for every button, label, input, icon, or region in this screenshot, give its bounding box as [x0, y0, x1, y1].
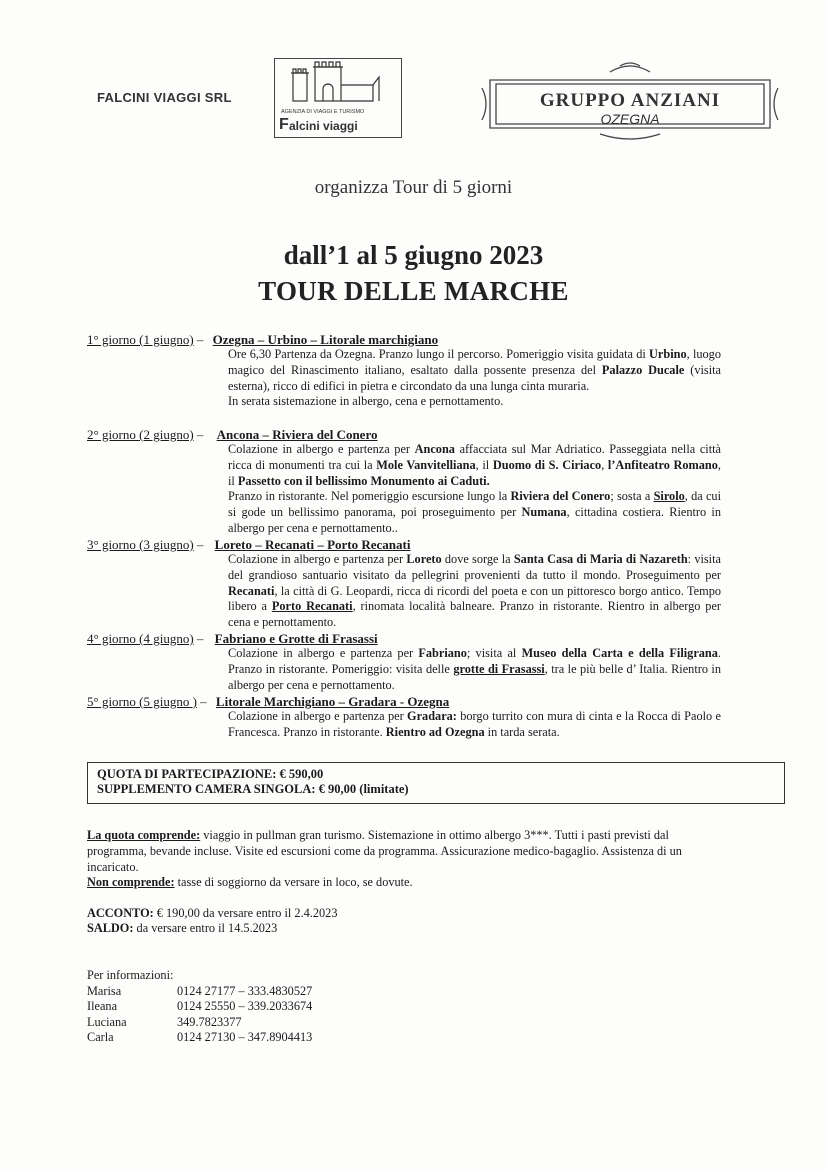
deposit-text: € 190,00 da versare entro il 2.4.2023 [153, 906, 338, 920]
day-heading [87, 537, 410, 553]
contacts-heading: Per informazioni: [87, 968, 174, 982]
excludes-text: tasse di soggiorno da versare in loco, se dovute. [174, 875, 413, 890]
text-run: Pranzo in ristorante. Nel pomeriggio escursione lungo la [228, 489, 511, 504]
text-run: : visita del grandioso santuario visitato da pellegrini provenienti da tutto il mondo. Proseguimento per [228, 552, 721, 582]
text-run: Sirolo [653, 489, 685, 504]
text-run: Palazzo Ducale [601, 362, 685, 377]
day-title: Ancona – Riviera del Conero [216, 427, 378, 442]
text-run: Ancona [414, 442, 455, 456]
text-run: ; sosta a [610, 489, 654, 504]
text-run: Colazione in albergo e partenza per [228, 709, 408, 723]
day-title: Ozegna – Urbino – Litorale marchigiano [212, 332, 439, 347]
day-heading [87, 694, 449, 710]
day-heading [87, 631, 378, 647]
text-run: dove sorge la [441, 552, 514, 566]
agency-logo-letter: F [279, 116, 289, 133]
agency-logo-name: alcini viaggi [289, 119, 358, 133]
agency-logo-subtitle: AGENZIA DI VIAGGI E TURISMO [281, 109, 365, 115]
text-run: Santa Casa di Maria di Nazareth [513, 552, 688, 566]
text-run: Porto Recanati [271, 599, 353, 614]
day-separator: – [196, 694, 207, 709]
text-run: Recanati [228, 583, 275, 598]
contact-name: Carla [87, 1030, 114, 1044]
payment-balance [87, 921, 277, 937]
text-run: Mole Vanvitelliana [376, 457, 476, 472]
day-separator: – [193, 427, 204, 442]
agency-logo [274, 58, 402, 138]
text-run: In serata sistemazione in albergo, cena e pernottamento. [228, 394, 504, 409]
text-run: Fabriano [418, 646, 467, 660]
day-heading [87, 427, 377, 443]
text-run: , rinomata località balneare. Pranzo in ristorante. Rientro in albergo per cena e pernottamento. [228, 599, 721, 630]
page-title: TOUR DELLE MARCHE [258, 276, 569, 306]
day-title: Litorale Marchigiano – Gradara - Ozegna [215, 694, 450, 709]
day-label: 4° giorno (4 giugno) [87, 631, 194, 646]
text-run: Loreto [406, 552, 442, 566]
day-label: 2° giorno (2 giugno) [87, 427, 194, 442]
text-run: Colazione in albergo e partenza per [228, 646, 419, 660]
text-run: Colazione in albergo e partenza per [228, 442, 415, 456]
day-description [228, 646, 721, 693]
price-supplement: SUPPLEMENTO CAMERA SINGOLA: € 90,00 (limitate) [97, 782, 409, 796]
text-run: (visita esterna), ricco di edifici in pietra e circondato da una lunga cinta muraria. [228, 362, 722, 393]
contact-name: Ileana [87, 999, 118, 1013]
contact-phone: 349.7823377 [177, 1015, 242, 1029]
day-heading [87, 332, 438, 348]
text-run: , la città di G. Leopardi, ricca di ricordi del poeta e con un pittoresco borgo antico. Tempo libero a [228, 583, 721, 614]
text-run: , tra le più belle d’ Italia. Rientro in albergo per cena e pernottamento. [228, 661, 721, 692]
day-separator: – [193, 537, 204, 552]
text-run: , da cui si gode un bellissimo panorama, poi proseguimento per [228, 489, 721, 520]
text-run: , [601, 457, 608, 472]
contact-name: Marisa [87, 984, 122, 998]
text-run: Colazione in albergo e partenza per [228, 552, 407, 566]
group-logo [480, 58, 780, 148]
contact-name: Luciana [87, 1015, 127, 1029]
balance-text: da versare entro il 14.5.2023 [133, 921, 278, 935]
text-run: grotte di Frasassi [453, 661, 545, 676]
day-description [228, 709, 721, 741]
balance-label: SALDO: [87, 921, 134, 935]
day-separator: – [193, 631, 204, 646]
text-run: Urbino [649, 347, 687, 361]
day-description [228, 442, 721, 537]
deposit-label: ACCONTO: [87, 906, 154, 920]
day-description [228, 347, 721, 410]
text-run: , il [228, 457, 721, 488]
day-description [228, 552, 721, 631]
contact-phone: 0124 27177 – 333.4830527 [177, 984, 313, 998]
price-quota: QUOTA DI PARTECIPAZIONE: € 590,00 [97, 767, 324, 781]
contact-phone: 0124 27130 – 347.8904413 [177, 1030, 313, 1044]
day-label: 5° giorno (5 giugno ) [87, 694, 197, 709]
day-title: Loreto – Recanati – Porto Recanati [214, 537, 411, 552]
text-run: Passetto con il bellissimo Monumento ai Caduti. [237, 473, 490, 488]
group-logo-line1: GRUPPO ANZIANI [539, 90, 721, 111]
text-run: , cittadina costiera. Rientro in albergo per cena e pernottamento.. [228, 505, 721, 535]
tour-dates: dall’1 al 5 giugno 2023 [283, 240, 544, 270]
agency-name: FALCINI VIAGGI SRL [97, 90, 232, 105]
day-label: 1° giorno (1 giugno) [87, 332, 194, 347]
text-run: Rientro ad Ozegna [385, 724, 485, 739]
text-run: in tarda serata. [484, 724, 560, 739]
text-run: , luogo magico del Rinascimento italiano, esaltato dalla possente presenza del [228, 347, 721, 377]
text-run: Museo della Carta e della Filigrana [521, 646, 718, 660]
contact-phone: 0124 25550 – 339.2033674 [177, 999, 313, 1013]
group-logo-line2: OZEGNA [600, 111, 660, 127]
day-title: Fabriano e Grotte di Frasassi [214, 631, 378, 646]
includes-text: viaggio in pullman gran turismo. Sistemazione in ottimo albergo 3***. Tutti i pasti previsti dal programma, bevande incluse. Visite ed escursioni come da programma. Assicurazione medico-bagaglio. Assistenza di un incaricato. [87, 828, 682, 874]
text-run: affacciata sul Mar Adriatico. Passeggiata nella città ricca di monumenti tra cui la [228, 442, 721, 472]
text-run: Ore 6,30 Partenza da Ozegna. Pranzo lungo il percorso. Pomeriggio visita guidata di [228, 347, 650, 361]
excludes-label: Non comprende: [87, 875, 175, 890]
payment-deposit [87, 906, 337, 922]
text-run: , il [475, 457, 493, 472]
text-run: l’Anfiteatro Romano [607, 457, 718, 472]
includes-label: La quota comprende: [87, 828, 201, 842]
text-run: ; visita al [466, 646, 522, 660]
text-run: Gradara: [407, 709, 457, 723]
intro-text: organizza Tour di 5 giorni [314, 177, 513, 198]
text-run: . Pranzo in ristorante. Pomeriggio: visita delle [228, 646, 721, 676]
text-run: Riviera del Conero [510, 489, 611, 504]
castle-icon [275, 59, 401, 109]
text-run: borgo turrito con mura di cinta e la Rocca di Paolo e Francesca. Pranzo in ristorante. [228, 709, 721, 739]
text-run: Duomo di S. Ciriaco [492, 457, 602, 472]
includes-section [87, 828, 707, 891]
text-run: Numana [521, 505, 567, 520]
day-label: 3° giorno (3 giugno) [87, 537, 194, 552]
day-separator: – [193, 332, 207, 347]
